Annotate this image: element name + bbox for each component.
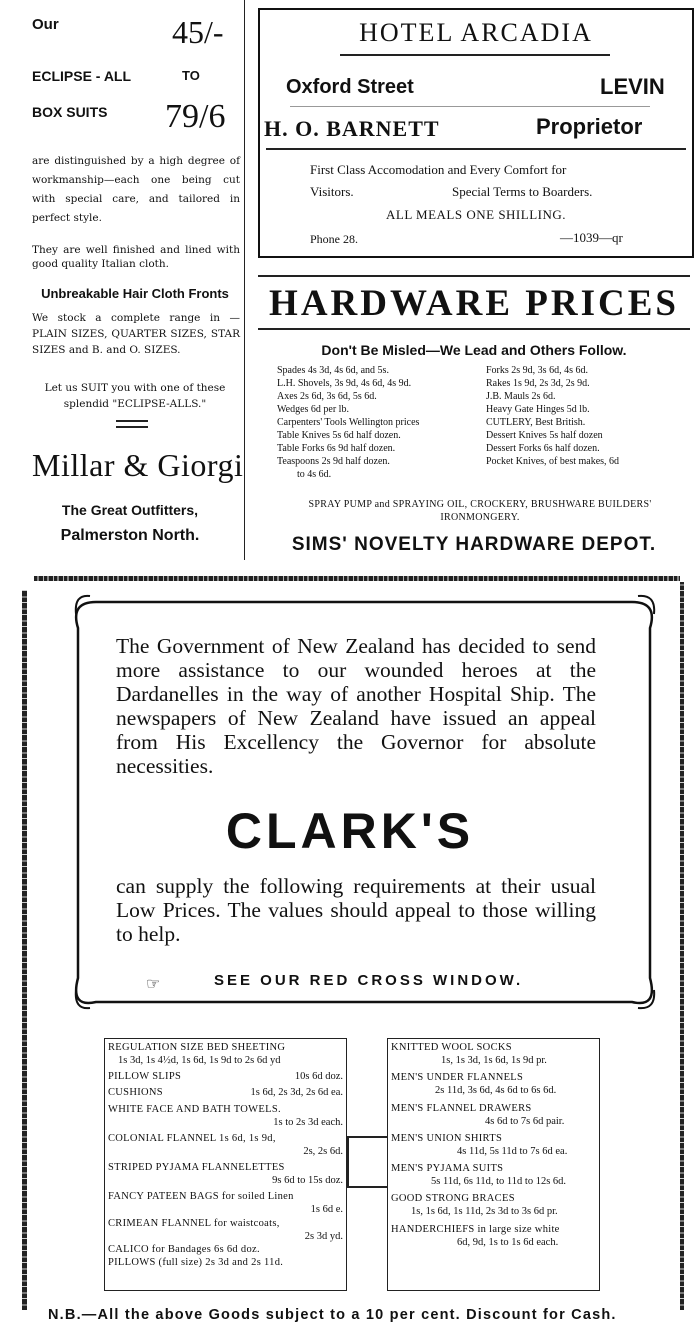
title-underline [340, 54, 610, 56]
left-items-box [104, 1038, 347, 1291]
divider [258, 275, 690, 277]
hair-cloth-title: Unbreakable Hair Cloth Fronts [41, 286, 229, 301]
hardware-spray-line: SPRAY PUMP and SPRAYING OIL, CROCKERY, BRUSHWARE BUILDERS' IRONMONGERY. [308, 499, 652, 523]
right-items-box [387, 1038, 600, 1291]
firm-tagline: The Great Outfitters, [61, 502, 199, 518]
hardware-left-list [277, 364, 487, 481]
hotel-street: Oxford Street [286, 76, 414, 98]
list-item: KNITTED WOOL SOCKS 1s, 1s 3d, 1s 6d, 1s 9d pr. [391, 1042, 547, 1067]
hotel-line1: First Class Accomodation and Every Comfort for [310, 162, 567, 177]
hotel-line2a: Visitors. [310, 184, 354, 199]
to-label: TO [182, 68, 200, 83]
page-border-right [680, 582, 684, 1310]
list-item: GOOD STRONG BRACES 1s, 1s 6d, 1s 11d, 2s 3d to 3s 6d pr. [391, 1193, 558, 1218]
divider [258, 328, 690, 330]
list-item: MEN'S PYJAMA SUITS 5s 11d, 6s 11d, to 11d to 12s 6d. [391, 1163, 567, 1188]
list-item: CUTLERY, Best British. [486, 417, 586, 428]
clarks-brand: CLARK'S [225, 803, 475, 859]
supply-text: can supply the following requirements at their usual Low Prices. The values should appeal to those willing to help. [116, 874, 596, 946]
divider [290, 106, 650, 107]
appeal-intro: The Government of New Zealand has decided to send more assistance to our wounded heroes at the Dardanelles in the way of another Hospital Ship. The newspapers of New Zealand have issued an appeal from His Excellency the Governor for absolute necessities. [116, 634, 596, 778]
list-item: FANCY PATEEN BAGS for soiled Linen 1s 6d e. [108, 1191, 343, 1216]
list-item: Teaspoons 2s 9d half dozen. [277, 456, 390, 467]
hotel-line2b: Special Terms to Boarders. [452, 184, 593, 199]
page-border-top [34, 576, 680, 581]
list-item: HANDERCHIEFS in large size white 6d, 9d, 1s to 1s 6d each. [391, 1223, 560, 1248]
our-label: Our [32, 16, 59, 33]
column-rule [244, 0, 245, 560]
firm-name: Millar & Giorgi [32, 447, 244, 483]
list-item: Dessert Knives 5s half dozen [486, 430, 603, 441]
list-item: Axes 2s 6d, 3s 6d, 5s 6d. [277, 391, 377, 402]
list-item: STRIPED PYJAMA FLANNELETTES 9s 6d to 15s doz. [108, 1162, 343, 1187]
list-item: Dessert Forks 6s half dozen. [486, 443, 600, 454]
box-connector [347, 1186, 387, 1188]
red-cross-window: SEE OUR RED CROSS WINDOW. [214, 972, 524, 989]
list-item: COLONIAL FLANNEL 1s 6d, 1s 9d, 2s, 2s 6d. [108, 1132, 343, 1157]
list-item: J.B. Mauls 2s 6d. [486, 391, 556, 402]
list-item: Spades 4s 3d, 4s 6d, and 5s. [277, 365, 389, 376]
eclipse-description: are distinguished by a high degree of workmanship—each one being cut with special care, and tailored in perfect style. [32, 155, 240, 224]
list-item: Forks 2s 9d, 3s 6d, 4s 6d. [486, 365, 588, 376]
hotel-meals: ALL MEALS ONE SHILLING. [386, 207, 566, 222]
box-connector [347, 1136, 349, 1187]
list-item: MEN'S FLANNEL DRAWERS 4s 6d to 7s 6d pair. [391, 1102, 565, 1127]
divider [116, 426, 148, 428]
firm-town: Palmerston North. [60, 527, 200, 544]
page-border-left [22, 590, 27, 1310]
suit-line: Let us SUIT you with one of these splendid "ECLIPSE-ALLS." [44, 382, 226, 410]
hotel-title: HOTEL ARCADIA [359, 18, 593, 47]
list-item: MEN'S UNION SHIRTS 4s 11d, 5s 11d to 7s 6d ea. [391, 1132, 568, 1157]
hotel-owner: H. O. BARNETT [264, 116, 440, 141]
list-item: Rakes 1s 9d, 2s 3d, 2s 9d. [486, 378, 590, 389]
divider [266, 148, 686, 150]
box-suits-label: BOX SUITS [32, 104, 108, 120]
hardware-subtitle: Don't Be Misled—We Lead and Others Follow. [321, 342, 627, 358]
hotel-role: Proprietor [536, 114, 643, 139]
hotel-phone: Phone 28. [310, 232, 358, 246]
list-item: REGULATION SIZE BED SHEETING 1s 3d, 1s 4½d, 1s 6d, 1s 9d to 2s 6d yd [108, 1042, 286, 1067]
list-item: Table Knives 5s 6d half dozen. [277, 430, 401, 441]
list-item: Table Forks 6s 9d half dozen. [277, 443, 396, 454]
list-item: CALICO for Bandages 6s 6d doz. [108, 1243, 260, 1255]
list-item: PILLOWS (full size) 2s 3d and 2s 11d. [108, 1256, 284, 1268]
eclipse-lining: They are well finished and lined with good quality Italian cloth. [32, 244, 240, 271]
list-item: Pocket Knives, of best makes, 6d [486, 456, 620, 467]
price-low: 45/- [172, 14, 224, 50]
list-item: CUSHIONS 1s 6d, 2s 3d, 2s 6d ea. [108, 1087, 343, 1099]
size-range: We stock a complete range in — PLAIN SIZES, QUARTER SIZES, STAR SIZES and B. and O. SIZES. [32, 312, 240, 356]
hardware-right-list [486, 364, 691, 468]
list-item: L.H. Shovels, 3s 9d, 4s 6d, 4s 9d. [277, 378, 412, 389]
eclipse-ad [0, 0, 244, 560]
list-item: PILLOW SLIPS 10s 6d doz. [108, 1071, 343, 1083]
discount-note: N.B.—All the above Goods subject to a 10 per cent. Discount for Cash. [48, 1307, 617, 1323]
list-item: Wedges 6d per lb. [277, 404, 349, 415]
price-high: 79/6 [165, 98, 226, 135]
list-item: CRIMEAN FLANNEL for waistcoats, 2s 3d yd. [108, 1217, 343, 1242]
eclipse-all-label: ECLIPSE - ALL [32, 68, 132, 84]
hardware-title: HARDWARE PRICES [269, 283, 679, 324]
hotel-ref: —1039—qr [560, 230, 623, 245]
list-item: to 4s 6d. [297, 469, 332, 480]
list-item: WHITE FACE AND BATH TOWELS. 1s to 2s 3d each. [108, 1103, 343, 1128]
list-item: Heavy Gate Hinges 5d lb. [486, 404, 590, 415]
pointing-hand-icon: ☞ [146, 974, 161, 993]
box-connector [347, 1136, 387, 1138]
hotel-ad [258, 8, 694, 258]
list-item: MEN'S UNDER FLANNELS 2s 11d, 3s 6d, 4s 6d to 6s 6d. [391, 1072, 557, 1097]
divider [116, 420, 148, 422]
hotel-town: LEVIN [600, 74, 665, 99]
hardware-depot: SIMS' NOVELTY HARDWARE DEPOT. [291, 534, 657, 555]
list-item: Carpenters' Tools Wellington prices [277, 417, 420, 428]
